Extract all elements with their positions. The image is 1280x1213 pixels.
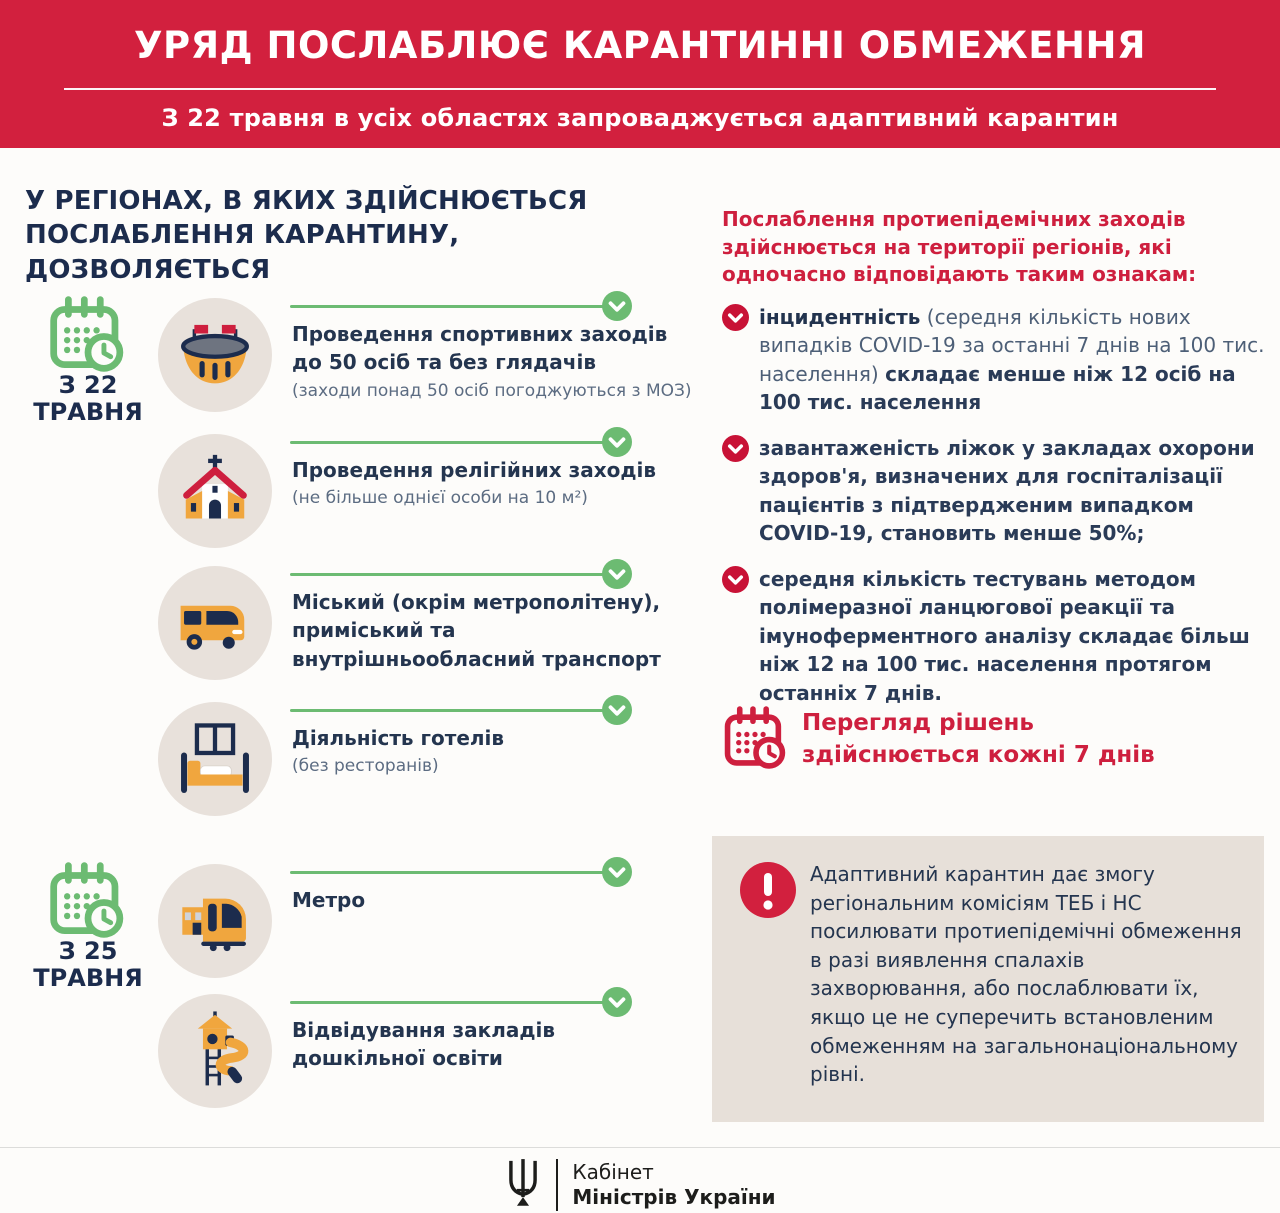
- header-banner: [0, 0, 1280, 148]
- criteria-text: завантаженість ліжок у закладах охорони здоров'я, визначених для госпіталізації пацієнтів з підтвердженим випадком COVID-19, становить менше 50%;: [759, 436, 1255, 546]
- date-line: ТРАВНЯ: [33, 397, 143, 426]
- chevron-down-circle-icon: [722, 566, 749, 593]
- footer-divider-line: [0, 1147, 1280, 1148]
- org-name-line2: Міністрів України: [572, 1185, 776, 1209]
- item-connector-line: [290, 305, 604, 308]
- permitted-item-religious: [158, 432, 698, 568]
- check-circle-icon: [602, 427, 632, 457]
- stadium-icon: [158, 298, 272, 412]
- review-note: [722, 704, 1270, 800]
- item-connector-line: [290, 1001, 604, 1004]
- calendar-clock-icon: [46, 862, 130, 938]
- permitted-item-transport: [158, 564, 698, 700]
- left-section-title: У РЕГІОНАХ, В ЯКИХ ЗДІЙСНЮЄТЬСЯ ПОСЛАБЛЕННЯ КАРАНТИНУ, ДОЗВОЛЯЄТЬСЯ: [25, 186, 588, 285]
- date-line: З 25: [58, 937, 118, 965]
- criteria-intro: Послаблення протиепідемічних заходів здійснюється на території регіонів, які одночасно відповідають таким ознакам:: [722, 207, 1197, 287]
- criteria-detail: (середня кількість нових випадків COVID-19 за останні 7 днів на 100 тис. населення): [759, 305, 1265, 386]
- org-name-line1: Кабінет: [572, 1160, 654, 1184]
- item-connector-line: [290, 441, 604, 444]
- bus-icon: [158, 566, 272, 680]
- check-circle-icon: [602, 291, 632, 321]
- header-divider: [64, 88, 1216, 90]
- check-circle-icon: [602, 695, 632, 725]
- header-subtitle: З 22 травня в усіх областях запроваджується адаптивний карантин: [161, 104, 1119, 132]
- check-circle-icon: [602, 559, 632, 589]
- review-text: Перегляд рішень здійснюється кожні 7 днів: [802, 710, 1155, 768]
- item-note: (не більше однієї особи на 10 м²): [292, 488, 588, 509]
- exclamation-circle-icon: [740, 862, 796, 918]
- playground-icon: [158, 994, 272, 1108]
- item-title: Діяльність готелів: [292, 726, 505, 750]
- chevron-down-circle-icon: [722, 435, 749, 462]
- date-line: З 22: [58, 371, 118, 399]
- item-connector-line: [290, 709, 604, 712]
- date-marker-25-may: [24, 862, 152, 992]
- item-title: Відвідування закладів дошкільної освіти: [292, 1018, 556, 1071]
- date-label: [24, 938, 152, 992]
- permitted-item-sports: [158, 296, 698, 432]
- check-circle-icon: [602, 857, 632, 887]
- item-connector-line: [290, 573, 604, 576]
- notice-text: Адаптивний карантин дає змогу регіональним комісіям ТЕБ і НС посилювати протиепідемічні обмеження в разі виявлення спалахів захворювання, або послаблювати їх, якщо це не суперечить встановленим обмеженням на загальнонаціональному рівні.: [810, 862, 1242, 1087]
- check-circle-icon: [602, 987, 632, 1017]
- item-title: Проведення релігійних заходів: [292, 458, 656, 482]
- metro-train-icon: [158, 864, 272, 978]
- item-connector-line: [290, 871, 604, 874]
- item-note: (заходи понад 50 осіб погоджуються з МОЗ): [292, 380, 692, 401]
- permitted-item-hotels: [158, 700, 698, 836]
- calendar-clock-icon: [722, 706, 790, 769]
- item-title: Міський (окрім метрополітену), приміський та внутрішньообласний транспорт: [292, 590, 661, 671]
- item-note: (без ресторанів): [292, 756, 439, 777]
- footer-logo: [0, 1156, 1280, 1213]
- permitted-item-kindergarten: [158, 992, 698, 1128]
- item-title: Проведення спортивних заходів до 50 осіб та без глядачів: [292, 322, 668, 375]
- page-title: УРЯД ПОСЛАБЛЮЄ КАРАНТИННІ ОБМЕЖЕННЯ: [134, 24, 1146, 67]
- footer-logo-divider: [556, 1159, 558, 1211]
- date-label: [24, 372, 152, 426]
- adaptive-quarantine-notice: [712, 836, 1264, 1122]
- calendar-clock-icon: [46, 296, 130, 372]
- date-line: ТРАВНЯ: [33, 963, 143, 992]
- chevron-down-circle-icon: [722, 304, 749, 331]
- criteria-threshold: складає менше ніж 12 осіб на 100 тис. населення: [759, 361, 1236, 415]
- criteria-lead: інцидентність: [759, 305, 921, 329]
- date-marker-22-may: [24, 296, 152, 426]
- permitted-item-metro: [158, 862, 698, 998]
- hotel-bed-icon: [158, 702, 272, 816]
- criteria-text: середня кількість тестувань методом полімеразної ланцюгової реакції та імуноферментного аналізу складає більш ніж 12 на 100 тис. населення протягом останніх 7 днів.: [759, 567, 1250, 705]
- org-name: [572, 1160, 775, 1210]
- trident-emblem-icon: [504, 1156, 542, 1213]
- church-icon: [158, 434, 272, 548]
- criteria-text: [759, 303, 1270, 417]
- item-title: Метро: [292, 888, 366, 912]
